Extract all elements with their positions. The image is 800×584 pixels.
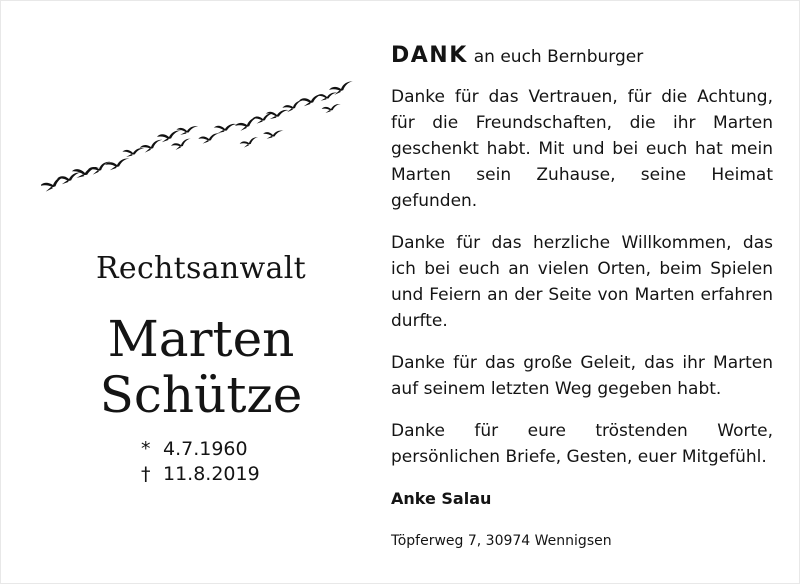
paragraph: Danke für das große Geleit, das ihr Marten auf seinem letzten Weg gegeben habt.: [391, 353, 773, 399]
bird-silhouette: [122, 148, 145, 157]
bird-silhouette: [263, 130, 285, 139]
deceased-name: [31, 311, 371, 423]
heading-dank: DANK: [391, 43, 468, 68]
bird-silhouette: [214, 123, 238, 133]
bird-silhouette: [234, 117, 260, 132]
bird-silhouette: [139, 139, 164, 154]
bird-silhouette: [157, 130, 183, 143]
last-name: Schütze: [99, 366, 303, 424]
birth-date-line: [141, 438, 281, 460]
bird-silhouette: [317, 92, 339, 101]
bird-silhouette: [105, 158, 131, 171]
thank-you-heading: [391, 43, 773, 70]
first-name: Marten: [107, 310, 295, 368]
occupation-title: Rechtsanwalt: [96, 251, 306, 286]
address: Töpferweg 7, 30974 Wennigsen: [391, 533, 612, 549]
birth-symbol: *: [141, 438, 151, 460]
paragraph: Danke für das Vertrauen, für die Achtung, für die Freundschaften, die ihr Marten geschenkt habt. Mit und bei euch hat mein Marten sein Zuhause, seine Heimat gefunden.: [391, 87, 773, 211]
thank-you-text: [391, 43, 773, 554]
flock-of-birds-icon: [41, 73, 361, 198]
signature: Anke Salau: [391, 489, 492, 508]
paragraph: Danke für das herzliche Willkommen, das ich bei euch an vielen Orten, beim Spielen und Feiern an der Seite von Marten erfahren durfte.: [391, 233, 773, 331]
death-symbol: †: [141, 463, 151, 485]
birth-date: 4.7.1960: [163, 438, 248, 460]
bird-silhouette: [282, 100, 306, 114]
bird-silhouette: [57, 172, 83, 185]
paragraph: Danke für eure tröstenden Worte, persönlichen Briefe, Gesten, euer Mitgefühl.: [391, 421, 773, 467]
bird-silhouette: [198, 133, 221, 145]
bird-silhouette: [321, 103, 341, 113]
bird-silhouette: [239, 136, 260, 148]
heading-addressee: an euch Bernburger: [473, 47, 644, 67]
death-date-line: [141, 463, 281, 485]
death-date: 11.8.2019: [163, 463, 260, 485]
bird-silhouette: [171, 138, 193, 151]
